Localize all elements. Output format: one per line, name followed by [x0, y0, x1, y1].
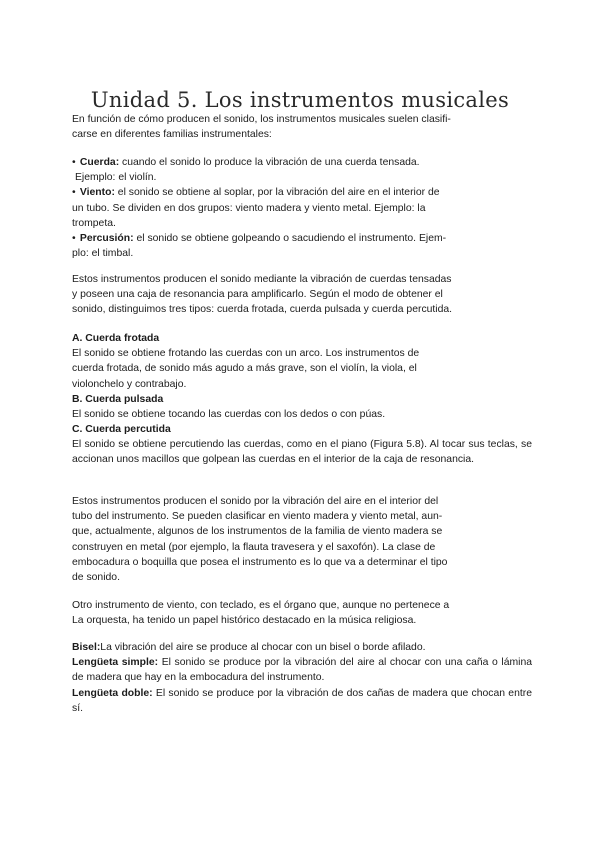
text-line: sonido, distinguimos tres tipos: cuerda frotada, cuerda pulsada y cuerda percutida.: [72, 304, 453, 316]
text-line: El sonido se obtiene tocando las cuerdas con los dedos o con púas.: [72, 409, 386, 421]
text-line: un tubo. Se dividen en dos grupos: viento madera y viento metal. Ejemplo: la: [72, 202, 426, 214]
bullet-marker: •: [72, 233, 76, 245]
section-heading: A. Cuerda frotada: [72, 333, 160, 344]
text-line: violonchelo y contrabajo.: [72, 378, 187, 390]
definition-bisel: [72, 640, 532, 655]
section-cuerda-pulsada: [72, 392, 468, 422]
term-text: el sonido se obtiene al soplar, por la vibración del aire en el interior de: [114, 187, 440, 199]
text-line: que, actualmente, algunos de los instrumentos de la familia de viento madera se: [72, 526, 443, 538]
text-line: La orquesta, ha tenido un papel histórico destacado en la música religiosa.: [72, 615, 417, 627]
embocadura-definitions: [72, 640, 532, 716]
bullet-marker: •: [72, 187, 76, 199]
definition-lengueta-doble: [72, 686, 532, 716]
term-text: el sonido se obtiene golpeando o sacudiendo el instrumento. Ejem-: [133, 233, 447, 245]
text-line: trompeta.: [72, 217, 116, 229]
intro-paragraph: [72, 112, 468, 142]
section-heading: C. Cuerda percutida: [72, 424, 171, 435]
text-line: Estos instrumentos producen el sonido por la vibración del aire en el interior del: [72, 496, 439, 507]
text-line: plo: el timbal.: [72, 248, 134, 260]
term-label: Lengüeta doble:: [72, 687, 153, 699]
section-text: El sonido se obtiene percutiendo las cuerdas, como en el piano (Figura 5.8). Al tocar sus teclas, se accionan unos macillos que golpean las cuerdas en el interior de la caja de resonancia.: [72, 439, 532, 466]
term-text: La vibración del aire se produce al chocar con un bisel o borde afilado.: [100, 642, 426, 653]
families-list: [72, 155, 468, 261]
page-title: Unidad 5. Los instrumentos musicales: [90, 88, 510, 113]
section-heading: B. Cuerda pulsada: [72, 394, 164, 405]
text-line: y poseen una caja de resonancia para amplificarlo. Según el modo de obtener el: [72, 289, 443, 301]
section-cuerda-percutida: [72, 422, 532, 468]
cuerdas-intro-paragraph: [72, 272, 468, 318]
term-text: El sonido se produce por la vibración de dos cañas de madera que chocan entre sí.: [72, 687, 532, 714]
term-text: cuando el sonido lo produce la vibración de una cuerda tensada.: [119, 157, 420, 168]
term-label: Viento:: [79, 187, 115, 199]
text-line: cuerda frotada, de sonido más agudo a más grave, son el violín, la viola, el: [72, 363, 417, 375]
text-line: construyen en metal (por ejemplo, la flauta travesera y el saxofón). La clase de: [72, 541, 436, 553]
term-label: Percusión:: [79, 233, 134, 245]
list-item-percusion: [72, 231, 468, 246]
bullet-marker: •: [72, 157, 76, 168]
definition-lengueta-simple: [72, 655, 532, 685]
text-line: Otro instrumento de viento, con teclado, es el órgano que, aunque no pertenece a: [72, 600, 450, 611]
text-line: El sonido se obtiene frotando las cuerdas con un arco. Los instrumentos de: [72, 348, 420, 360]
text-line: Estos instrumentos producen el sonido mediante la vibración de cuerdas tensadas: [72, 274, 452, 285]
text-line: tubo del instrumento. Se pueden clasificar en viento madera y viento metal, aun-: [72, 511, 443, 523]
text-line: embocadura o boquilla que posea el instrumento es lo que va a determinar el tipo: [72, 556, 448, 568]
term-text: El sonido se produce por la vibración del aire al chocar con una caña o lámina de madera que hay en la embocadura del instrumento.: [72, 657, 533, 684]
term-label: Bisel:: [72, 642, 101, 653]
term-label: Cuerda:: [79, 157, 120, 168]
intro-line: En función de cómo producen el sonido, los instrumentos musicales suelen clasifi-: [72, 114, 451, 125]
text-line: de sonido.: [72, 572, 120, 584]
example-line: Ejemplo: el violín.: [75, 172, 157, 184]
list-item-cuerda: [72, 155, 468, 170]
organo-paragraph: [72, 598, 468, 628]
term-label: Lengüeta simple:: [72, 657, 159, 669]
list-item-viento: [72, 185, 468, 200]
viento-paragraph: [72, 494, 468, 585]
section-cuerda-frotada: [72, 331, 468, 392]
intro-line: carse en diferentes familias instrumentales:: [72, 129, 272, 141]
